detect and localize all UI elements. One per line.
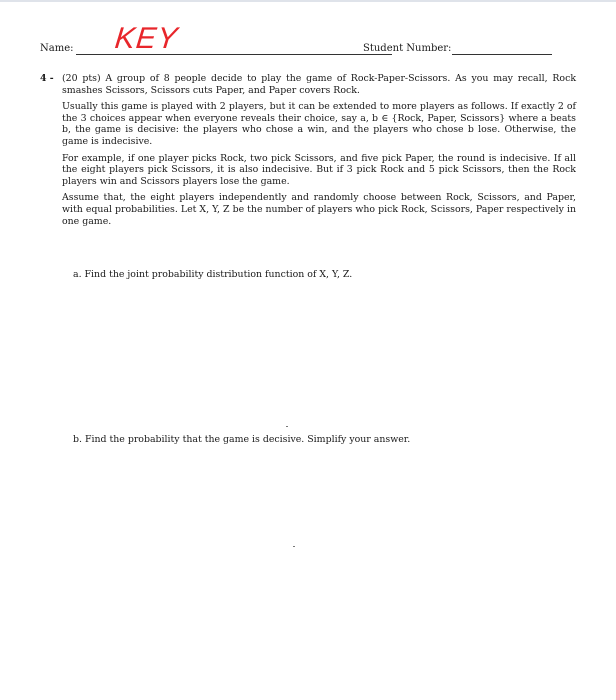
part-a: a. Find the joint probability distribution function of X, Y, Z. (73, 269, 353, 280)
student-number-line (452, 54, 552, 55)
problem-number: 4 - (40, 73, 54, 84)
handwritten-key: KEY (113, 22, 180, 55)
header (40, 22, 560, 58)
part-b: b. Find the probability that the game is decisive. Simplify your answer. (73, 434, 411, 445)
scan-speck (293, 546, 295, 547)
name-label: Name: (40, 43, 74, 54)
problem-paragraph-assumption: Assume that, the eight players independently and randomly choose between Rock, Scissors, and Paper, with equal probabilities. Let X, Y, Z be the number of players who pick Rock, Scissors, Paper respectively in one game. (62, 192, 576, 227)
student-number-label: Student Number: (363, 43, 452, 54)
problem-4 (40, 73, 576, 232)
top-border (0, 0, 616, 2)
problem-paragraph-intro: (20 pts) A group of 8 people decide to play the game of Rock-Paper-Scissors. As you may recall, Rock smashes Scissors, Scissors cuts Paper, and Paper covers Rock. (62, 73, 576, 96)
problem-paragraph-example: For example, if one player picks Rock, two pick Scissors, and five pick Paper, the round is indecisive. If all the eight players pick Scissors, it is also indecisive. But if 3 pick Rock and 5 pick Scissors, then the Rock players win and Scissors players lose the game. (62, 152, 576, 187)
problem-paragraph-rules: Usually this game is played with 2 players, but it can be extended to more players as follows. If exactly 2 of the 3 choices appear when everyone reveals their choice, say a, b ∈ {Rock, Paper, Scissors} where a beats b, the game is decisive: the players who chose a win, and the players who chose b lose. Otherwise, the game is indecisive. (62, 101, 576, 147)
problem-body (62, 73, 576, 227)
scan-speck (286, 426, 288, 427)
